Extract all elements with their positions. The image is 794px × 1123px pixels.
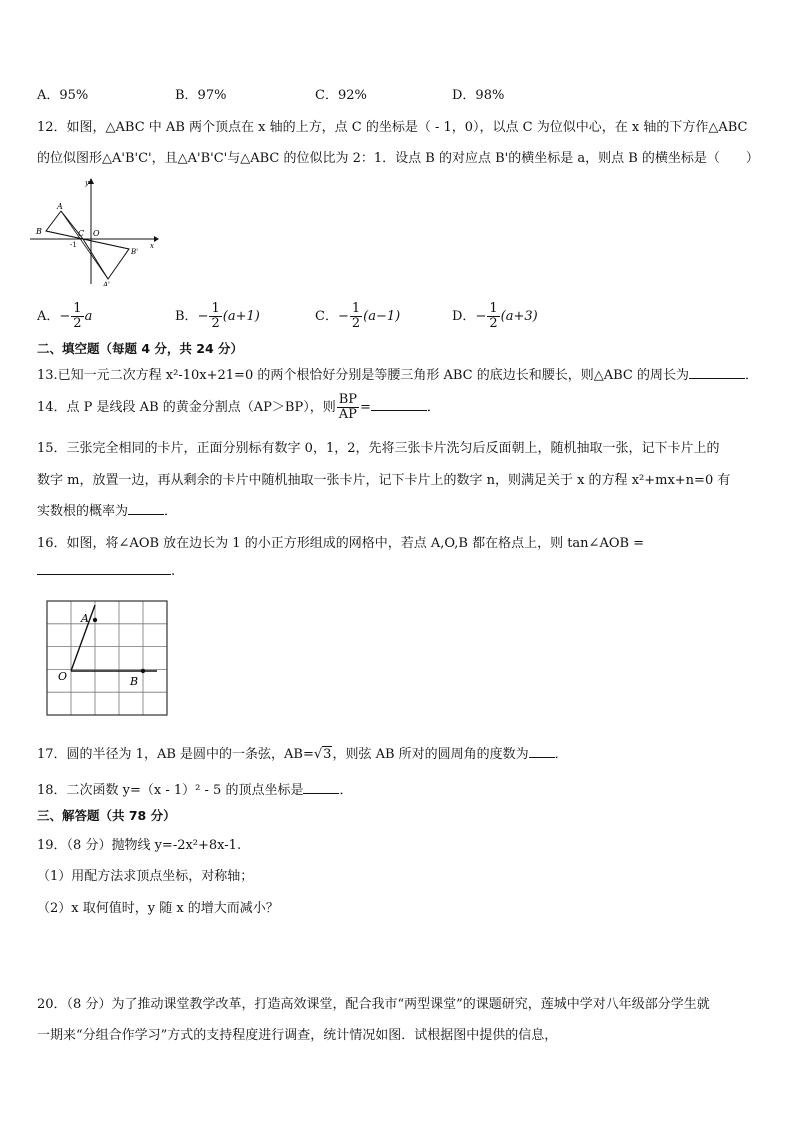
q12-label-b-prime: B' bbox=[131, 248, 139, 256]
q16-label-a: A bbox=[81, 612, 89, 625]
q12-option-b: B．− $\frac{1}{2}$ (a+1) bbox=[175, 301, 260, 331]
q13-answer-blank[interactable] bbox=[689, 366, 745, 379]
q20-line1: 20．（8 分）为了推动课堂教学改革，打造高效课堂，配合我市“两型课堂”的课题研究，莲城中学对八年级部分学生就 bbox=[37, 997, 710, 1012]
q12-label-a: A bbox=[57, 202, 63, 211]
q19-title: 19．（8 分）抛物线 y=-2x²+8x-1. bbox=[37, 838, 242, 853]
q12-label-c: C bbox=[78, 229, 85, 238]
q12-line1: 12．如图，△ABC 中 AB 两个顶点在 x 轴的上方，点 C 的坐标是（ - 1，0），以点 C 为位似中心，在 x 轴的下方作△ABC bbox=[37, 120, 748, 135]
q15-line3: 实数根的概率为 ． bbox=[37, 504, 178, 519]
q16-grid-figure bbox=[46, 600, 172, 718]
q17-answer-blank[interactable] bbox=[529, 745, 555, 758]
section-3-title: 三、解答题（共 78 分） bbox=[37, 808, 176, 823]
q18-line: 18．二次函数 y=（x - 1）² - 5 的顶点坐标是 ． bbox=[37, 783, 353, 798]
q11-option-d: D．98% bbox=[452, 88, 505, 103]
q12-label-a-prime: A' bbox=[103, 281, 110, 286]
q12-label-b: B bbox=[36, 227, 42, 236]
q12-label-x: x bbox=[150, 242, 154, 250]
q18-answer-blank[interactable] bbox=[303, 781, 339, 794]
q15-line2: 数字 m，放置一边，再从剩余的卡片中随机抽取一张卡片，记下卡片上的数字 n，则满足关于 x 的方程 x²+mx+n=0 有 bbox=[37, 473, 731, 488]
q19-part2: （2）x 取何值时，y 随 x 的增大而减小？ bbox=[37, 901, 279, 916]
q14-answer-blank[interactable] bbox=[371, 398, 427, 411]
q12-option-c: C．− $\frac{1}{2}$ (a−1) bbox=[315, 301, 401, 331]
q17-line: 17．圆的半径为 1，AB 是圆中的一条弦，AB=√3，则弦 AB 所对的圆周角的度数为 ． bbox=[37, 747, 568, 762]
q15-line1: 15．三张完全相同的卡片，正面分别标有数字 0，1，2，先将三张卡片洗匀后反面朝上，随机抽取一张，记下卡片上的 bbox=[37, 441, 720, 456]
section-2-title: 二、填空题（每题 4 分，共 24 分） bbox=[37, 341, 244, 356]
q12-label-neg1: -1 bbox=[70, 241, 77, 249]
q19-part1: （1）用配方法求顶点坐标，对称轴； bbox=[37, 869, 254, 884]
q11-option-a: A．95% bbox=[37, 88, 89, 103]
q12-line2: 的位似图形△A'B'C'，且△A'B'C'与△ABC 的位似比为 2：1．设点 B 的对应点 B'的横坐标是 a，则点 B 的横坐标是（ ） bbox=[37, 151, 759, 166]
q12-option-a: A．− $\frac{1}{2}$ a bbox=[37, 301, 93, 331]
q16-label-b: B bbox=[130, 675, 139, 688]
q16-line: 16．如图，将∠AOB 放在边长为 1 的小正方形组成的网格中，若点 A,O,B 都在格点上，则 tan∠AOB = bbox=[37, 536, 645, 551]
q16-answer-line: . bbox=[37, 562, 175, 579]
q16-label-o: O bbox=[58, 670, 68, 683]
q11-option-b: B．97% bbox=[175, 88, 227, 103]
q16-answer-blank[interactable] bbox=[37, 562, 171, 575]
q12-figure bbox=[30, 176, 160, 286]
q11-option-c: C．92% bbox=[315, 88, 367, 103]
q12-label-y: y bbox=[85, 179, 89, 187]
q20-line2: 一期来“分组合作学习”方式的支持程度进行调查，统计情况如图．试根据图中提供的信息， bbox=[37, 1028, 558, 1043]
q15-answer-blank[interactable] bbox=[128, 502, 164, 515]
q12-label-o: O bbox=[93, 229, 100, 238]
q12-option-d: D．− $\frac{1}{2}$ (a+3) bbox=[452, 301, 538, 331]
q13-line: 13.已知一元二次方程 x²-10x+21=0 的两个根恰好分别是等腰三角形 ABC 的底边长和腰长，则△ABC 的周长为 ． bbox=[37, 368, 759, 383]
q14-line: 14．点 P 是线段 AB 的黄金分割点（AP＞BP），则 $\frac{BP}{AP}$ = ． bbox=[37, 392, 440, 422]
